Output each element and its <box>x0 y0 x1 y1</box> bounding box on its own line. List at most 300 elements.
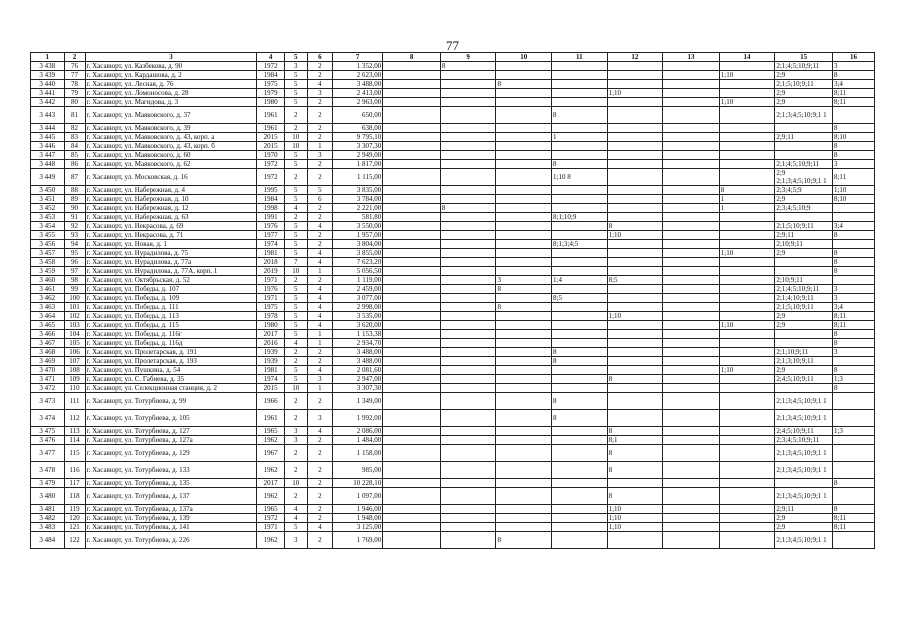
table-cell: 1;10 <box>832 186 874 195</box>
table-cell: 8 <box>552 393 608 410</box>
table-cell <box>663 169 720 186</box>
table-cell: 112 <box>64 410 85 427</box>
table-cell <box>440 523 496 532</box>
table-cell: г. Хасавюрт, ул. Победы, д. 116г <box>85 330 257 339</box>
table-cell: 8;11 <box>832 514 874 523</box>
table-cell: 5 <box>284 231 307 240</box>
table-row <box>31 124 875 133</box>
column-header: 13 <box>663 53 720 62</box>
table-cell: г. Хасавюрт, ул. Нурадилова, д. 77а <box>85 258 257 267</box>
table-cell: 2;1;5;10;9;11 <box>775 303 833 312</box>
table-cell: 3;4 <box>832 303 874 312</box>
table-cell <box>663 375 720 384</box>
table-cell: 2019 <box>257 267 284 276</box>
table-row <box>31 267 875 276</box>
table-cell <box>552 267 608 276</box>
table-cell: г. Хасавюрт, ул. Некрасова, д. 71 <box>85 231 257 240</box>
table-cell <box>607 124 663 133</box>
column-header: 14 <box>719 53 775 62</box>
table-cell: 8 <box>832 151 874 160</box>
table-cell <box>496 151 552 160</box>
table-cell: г. Хасавюрт, ул. Тотурбиева, д. 139 <box>85 514 257 523</box>
table-cell: г. Хасавюрт, ул. Победы, д. 115 <box>85 321 257 330</box>
table-cell <box>496 357 552 366</box>
table-cell: 3 <box>496 276 552 285</box>
table-cell <box>440 240 496 249</box>
header-row <box>31 53 875 62</box>
table-cell <box>383 222 441 231</box>
table-cell: 10 <box>284 133 307 142</box>
table-cell: 3 <box>832 294 874 303</box>
table-cell: 4 <box>307 303 332 312</box>
table-cell: 2;3;4;5;9 <box>775 186 833 195</box>
table-cell: 8 <box>552 107 608 124</box>
table-cell <box>663 213 720 222</box>
table-cell <box>440 348 496 357</box>
table-cell: 2;1;5;10;9;11 <box>775 80 833 89</box>
table-cell <box>383 276 441 285</box>
table-cell: г. Хасавюрт, ул. Пролетарская, д. 191 <box>85 348 257 357</box>
table-cell: 3 454 <box>31 222 65 231</box>
table-cell <box>496 436 552 445</box>
table-cell: 1;4 <box>552 276 608 285</box>
table-cell: 5 <box>284 303 307 312</box>
table-cell: 1971 <box>257 294 284 303</box>
table-cell <box>383 267 441 276</box>
table-cell: г. Хасавюрт, ул. Пушкина, д. 54 <box>85 366 257 375</box>
table-cell: г. Хасавюрт, ул. Победы, д. 111 <box>85 303 257 312</box>
table-cell: 8 <box>832 384 874 393</box>
table-cell: 3 442 <box>31 98 65 107</box>
table-cell <box>663 204 720 213</box>
table-cell <box>383 62 441 71</box>
table-cell <box>663 195 720 204</box>
table-cell: 1 946,00 <box>332 505 382 514</box>
table-cell: 3 804,00 <box>332 240 382 249</box>
table-cell: 4 <box>307 321 332 330</box>
table-cell <box>607 204 663 213</box>
table-cell <box>832 204 874 213</box>
table-cell: 2;1;3;10;9;11 <box>775 357 833 366</box>
table-cell: 8 <box>832 71 874 80</box>
table-row <box>31 532 875 549</box>
table-cell <box>440 276 496 285</box>
table-cell: 1;10 <box>719 366 775 375</box>
table-cell: 1939 <box>257 348 284 357</box>
table-cell <box>719 384 775 393</box>
table-cell: г. Хасавюрт, ул. Маяковского, д. 62 <box>85 160 257 169</box>
table-cell: 581,80 <box>332 213 382 222</box>
table-cell: 2 <box>307 62 332 71</box>
table-cell <box>832 276 874 285</box>
table-cell: 2 <box>307 71 332 80</box>
table-row <box>31 186 875 195</box>
table-cell <box>383 488 441 505</box>
table-cell: г. Хасавюрт, ул. Тотурбиева, д. 135 <box>85 479 257 488</box>
table-cell: г. Хасавюрт, ул. Победы, д. 107 <box>85 285 257 294</box>
table-row <box>31 213 875 222</box>
table-cell <box>663 321 720 330</box>
table-cell <box>440 436 496 445</box>
table-cell <box>440 98 496 107</box>
table-cell <box>440 267 496 276</box>
table-cell: 2 <box>307 532 332 549</box>
table-cell: 2;4;5;10;9;11 <box>775 427 833 436</box>
table-cell <box>383 249 441 258</box>
table-cell: 650,00 <box>332 107 382 124</box>
table-cell: г. Хасавюрт, ул. Казбекова, д. 90 <box>85 62 257 71</box>
table-cell: 8 <box>832 330 874 339</box>
table-cell: 4 <box>307 285 332 294</box>
column-header: 12 <box>607 53 663 62</box>
table-cell: 1 <box>719 204 775 213</box>
table-cell <box>663 89 720 98</box>
table-cell <box>552 89 608 98</box>
table-row <box>31 445 875 462</box>
table-cell <box>663 98 720 107</box>
table-cell: 5 <box>284 375 307 384</box>
table-cell <box>552 339 608 348</box>
table-cell: 105 <box>64 339 85 348</box>
table-cell <box>440 514 496 523</box>
table-cell: 1 158,00 <box>332 445 382 462</box>
table-cell: 3 450 <box>31 186 65 195</box>
table-row <box>31 436 875 445</box>
table-cell: 8 <box>832 505 874 514</box>
table-row <box>31 479 875 488</box>
table-cell: 1980 <box>257 321 284 330</box>
table-cell: 2016 <box>257 339 284 348</box>
table-cell: г. Хасавюрт, ул. Лесная, д. 76 <box>85 80 257 89</box>
table-cell <box>719 312 775 321</box>
table-cell: 1 153,38 <box>332 330 382 339</box>
table-row <box>31 375 875 384</box>
column-header: 5 <box>284 53 307 62</box>
table-cell: 8 <box>832 258 874 267</box>
table-cell: 1;3 <box>832 375 874 384</box>
table-cell <box>496 294 552 303</box>
table-cell: 4 <box>284 514 307 523</box>
table-cell <box>383 231 441 240</box>
table-cell <box>552 514 608 523</box>
table-cell: 2 <box>284 124 307 133</box>
table-cell <box>607 240 663 249</box>
column-header: 2 <box>64 53 85 62</box>
table-cell: 1 992,00 <box>332 410 382 427</box>
table-cell <box>383 89 441 98</box>
table-cell: 5 <box>284 222 307 231</box>
table-cell: г. Хасавюрт, ул. Набережная, д. 63 <box>85 213 257 222</box>
table-cell <box>440 357 496 366</box>
table-cell <box>440 107 496 124</box>
table-cell: 8 <box>832 479 874 488</box>
table-cell: 3 <box>832 348 874 357</box>
table-cell: 7 623,20 <box>332 258 382 267</box>
table-cell <box>496 462 552 479</box>
table-cell <box>440 80 496 89</box>
table-cell <box>607 384 663 393</box>
table-cell: 4 <box>307 258 332 267</box>
table-cell <box>552 258 608 267</box>
table-cell: 2 623,00 <box>332 71 382 80</box>
table-cell: 121 <box>64 523 85 532</box>
table-cell: 1;10 <box>607 231 663 240</box>
table-cell: 1976 <box>257 285 284 294</box>
table-cell: 9 795,10 <box>332 133 382 142</box>
table-cell <box>719 505 775 514</box>
table-cell <box>719 436 775 445</box>
table-cell: 3 451 <box>31 195 65 204</box>
table-cell: 4 <box>307 249 332 258</box>
table-cell: 2 <box>284 410 307 427</box>
table-row <box>31 285 875 294</box>
table-cell <box>496 142 552 151</box>
table-cell <box>552 195 608 204</box>
table-cell: 1978 <box>257 312 284 321</box>
table-cell <box>383 505 441 514</box>
table-cell <box>383 348 441 357</box>
table-cell: 2;9;11 <box>775 133 833 142</box>
column-header: 9 <box>440 53 496 62</box>
table-cell: 2018 <box>257 258 284 267</box>
table-cell <box>383 186 441 195</box>
table-cell <box>719 133 775 142</box>
table-row <box>31 204 875 213</box>
table-cell: 8;11 <box>832 523 874 532</box>
table-row <box>31 312 875 321</box>
table-cell: 92 <box>64 222 85 231</box>
table-cell <box>719 523 775 532</box>
table-cell: 3 457 <box>31 249 65 258</box>
table-cell: 2 947,00 <box>332 375 382 384</box>
table-cell <box>383 339 441 348</box>
table-cell <box>552 124 608 133</box>
table-cell: 101 <box>64 303 85 312</box>
table-cell: 2;4;5;10;9;11 <box>775 375 833 384</box>
table-cell <box>440 186 496 195</box>
table-cell: 3 465 <box>31 321 65 330</box>
table-cell <box>496 169 552 186</box>
table-cell: 3 446 <box>31 142 65 151</box>
column-header: 3 <box>85 53 257 62</box>
table-row <box>31 107 875 124</box>
table-cell <box>440 151 496 160</box>
table-cell <box>663 436 720 445</box>
table-cell <box>719 213 775 222</box>
table-cell: 2;1;3;4;5;10;9;1 1 <box>775 488 833 505</box>
table-cell: 5 <box>284 523 307 532</box>
table-cell <box>607 169 663 186</box>
table-cell <box>607 357 663 366</box>
table-cell <box>552 330 608 339</box>
table-cell <box>496 222 552 231</box>
table-cell <box>383 80 441 89</box>
table-row <box>31 133 875 142</box>
table-cell: г. Хасавюрт, ул. Новая, д. 1 <box>85 240 257 249</box>
table-cell <box>719 488 775 505</box>
page-number: 77 <box>446 38 459 53</box>
table-cell: 8;11 <box>832 321 874 330</box>
table-cell <box>440 321 496 330</box>
table-row <box>31 80 875 89</box>
table-cell <box>607 213 663 222</box>
table-cell <box>552 142 608 151</box>
column-header: 15 <box>775 53 833 62</box>
table-cell: 115 <box>64 445 85 462</box>
table-cell <box>440 393 496 410</box>
table-cell: 2 <box>307 479 332 488</box>
table-cell: 2;1;3;4;5;10;9;1 1 <box>775 410 833 427</box>
table-cell <box>383 160 441 169</box>
table-cell <box>383 427 441 436</box>
table-cell <box>719 160 775 169</box>
table-cell <box>383 204 441 213</box>
table-cell <box>663 231 720 240</box>
table-cell: 5 <box>284 240 307 249</box>
table-row <box>31 151 875 160</box>
table-cell: 1998 <box>257 204 284 213</box>
table-cell <box>832 107 874 124</box>
table-cell <box>496 330 552 339</box>
table-cell <box>383 71 441 80</box>
table-cell <box>719 479 775 488</box>
table-cell: 2;10;9;11 <box>775 276 833 285</box>
table-cell <box>496 213 552 222</box>
table-cell: 79 <box>64 89 85 98</box>
table-cell: 3 460 <box>31 276 65 285</box>
table-cell: г. Хасавюрт, ул. Ломоносова, д. 28 <box>85 89 257 98</box>
table-cell <box>832 240 874 249</box>
table-cell: 4 <box>284 339 307 348</box>
table-cell: 1965 <box>257 427 284 436</box>
table-cell: 1 948,00 <box>332 514 382 523</box>
table-cell: 99 <box>64 285 85 294</box>
table-cell <box>383 312 441 321</box>
table-cell <box>719 357 775 366</box>
column-header: 6 <box>307 53 332 62</box>
table-cell: 104 <box>64 330 85 339</box>
table-cell: 3 444 <box>31 124 65 133</box>
table-cell: 3 459 <box>31 267 65 276</box>
table-cell <box>663 445 720 462</box>
table-cell: 1 <box>307 330 332 339</box>
table-cell: 3 477 <box>31 445 65 462</box>
table-cell: 1972 <box>257 169 284 186</box>
table-cell <box>719 240 775 249</box>
table-cell <box>607 339 663 348</box>
table-cell <box>496 505 552 514</box>
table-cell: 2 <box>307 514 332 523</box>
table-cell: 8 <box>607 427 663 436</box>
table-cell <box>496 375 552 384</box>
table-cell <box>440 427 496 436</box>
table-cell: 2;9;11 <box>775 231 833 240</box>
table-row <box>31 366 875 375</box>
table-cell: 8;10 <box>832 133 874 142</box>
table-cell: 4 <box>307 523 332 532</box>
table-cell: г. Хасавюрт, ул. Некрасова, д. 69 <box>85 222 257 231</box>
table-cell <box>719 151 775 160</box>
table-cell <box>607 410 663 427</box>
table-cell <box>607 151 663 160</box>
table-cell: 1 <box>307 142 332 151</box>
table-cell: 78 <box>64 80 85 89</box>
table-cell <box>775 479 833 488</box>
table-cell <box>383 169 441 186</box>
table-cell: г. Хасавюрт, ул. Победы, д. 109 <box>85 294 257 303</box>
table-cell: 81 <box>64 107 85 124</box>
table-cell <box>719 445 775 462</box>
table-cell: 5 056,50 <box>332 267 382 276</box>
table-cell: 8 <box>832 366 874 375</box>
table-cell: г. Хасавюрт, ул. Тотурбиева, д. 226 <box>85 532 257 549</box>
table-cell <box>663 532 720 549</box>
table-cell: 8 <box>832 124 874 133</box>
table-cell <box>663 62 720 71</box>
table-cell: 2 <box>307 505 332 514</box>
table-row <box>31 294 875 303</box>
table-cell: 1977 <box>257 231 284 240</box>
table-cell: 2;1;3;4;5;10;9;1 1 <box>775 462 833 479</box>
table-cell <box>440 195 496 204</box>
table-cell: 2;1;3;4;5;10;9;1 1 <box>775 393 833 410</box>
table-cell <box>383 384 441 393</box>
table-cell: 8 <box>832 231 874 240</box>
table-cell: 1995 <box>257 186 284 195</box>
table-row <box>31 410 875 427</box>
table-cell: 2 221,00 <box>332 204 382 213</box>
table-cell: 2 <box>307 98 332 107</box>
table-cell: 3 077,00 <box>332 294 382 303</box>
table-cell: 117 <box>64 479 85 488</box>
table-cell: 1966 <box>257 393 284 410</box>
table-cell: 1 119,00 <box>332 276 382 285</box>
table-cell: 118 <box>64 488 85 505</box>
table-cell <box>496 523 552 532</box>
table-cell: 1984 <box>257 195 284 204</box>
table-cell: 3 <box>307 151 332 160</box>
table-cell <box>607 303 663 312</box>
table-cell <box>607 142 663 151</box>
table-cell <box>440 445 496 462</box>
table-cell: 3 439 <box>31 71 65 80</box>
table-cell <box>663 186 720 195</box>
table-cell: 2 998,00 <box>332 303 382 312</box>
table-cell <box>552 479 608 488</box>
table-cell <box>440 410 496 427</box>
table-cell: 3 479 <box>31 479 65 488</box>
table-cell <box>775 267 833 276</box>
table-cell <box>496 231 552 240</box>
table-cell: 2;1;10;9;11 <box>775 348 833 357</box>
table-cell <box>383 142 441 151</box>
table-cell: 2 <box>307 107 332 124</box>
table-cell: 100 <box>64 294 85 303</box>
table-cell: 8;10 <box>832 195 874 204</box>
table-row <box>31 330 875 339</box>
table-cell <box>496 312 552 321</box>
table-cell <box>383 357 441 366</box>
table-cell: 8 <box>440 204 496 213</box>
table-cell <box>440 462 496 479</box>
table-cell: 3 307,30 <box>332 142 382 151</box>
column-header: 10 <box>496 53 552 62</box>
table-cell <box>440 222 496 231</box>
table-cell: 5 <box>284 80 307 89</box>
table-cell: 5 <box>284 151 307 160</box>
table-row <box>31 384 875 393</box>
table-cell <box>607 366 663 375</box>
